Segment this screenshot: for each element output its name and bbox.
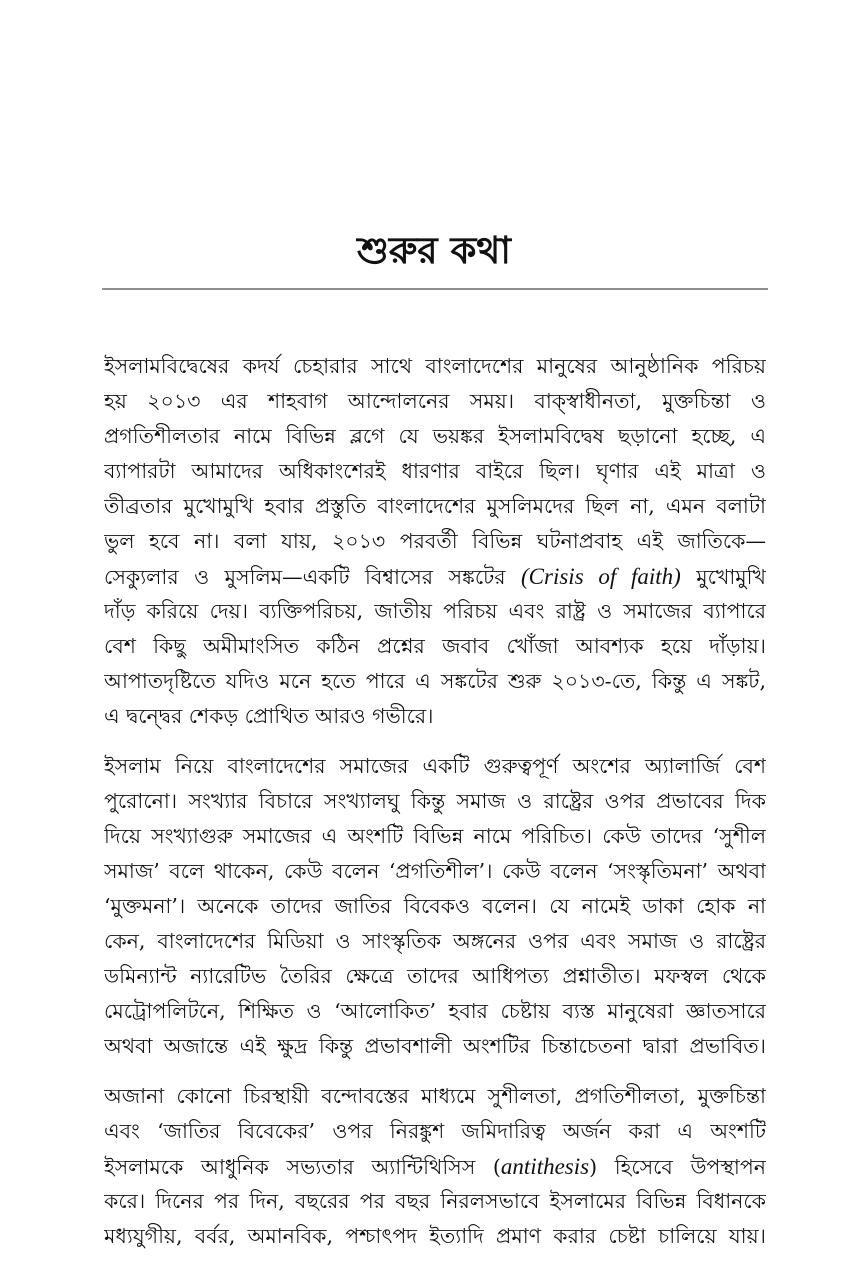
text-line: মধ্যযুগীয়, বর্বর, অমানবিক, পশ্চাৎপদ ইত্যাদি প্রমাণ করার চেষ্টা চালিয়ে যায়। xyxy=(104,1224,766,1248)
text-line: সমাজ’ বলে থাকেন, কেউ বলেন ‘প্রগতিশীল’। কেউ বলেন ‘সংস্কৃতিমনা’ অথবা xyxy=(104,859,766,883)
text-line: কেন, বাংলাদেশের মিডিয়া ও সাংস্কৃতিক অঙ্গনের ওপর এবং সমাজ ও রাষ্ট্রের xyxy=(104,929,766,953)
text-line: দাঁড় করিয়ে দেয়। ব্যক্তিপরিচয়, জাতীয় পরিচয় এবং রাষ্ট্র ও সমাজের ব্যাপারে xyxy=(104,599,766,623)
text-line: ইসলাম নিয়ে বাংলাদেশের সমাজের একটি গুরুত্বপূর্ণ অংশের অ্যালার্জি বেশ xyxy=(104,754,766,778)
text-line xyxy=(104,1149,766,1184)
title-divider xyxy=(102,288,768,290)
text-line: এবং ‘জাতির বিবেকের’ ওপর নিরঙ্কুশ জমিদারিত্ব অর্জন করা এ অংশটি xyxy=(104,1119,766,1143)
text-line: ‘মুক্তমনা’। অনেকে তাদের জাতির বিবেকও বলেন। যে নামেই ডাকা হোক না xyxy=(104,894,766,918)
text-line: পুরোনো। সংখ্যার বিচারে সংখ্যালঘু কিন্তু সমাজ ও রাষ্ট্রের ওপর প্রভাবের দিক xyxy=(104,789,766,813)
text-line: ইসলামবিদ্বেষের কদর্য চেহারার সাথে বাংলাদেশের মানুষের আনুষ্ঠানিক পরিচয় xyxy=(104,354,766,378)
body-text xyxy=(104,349,766,1269)
text-line: এ দ্বন্দ্বের শেকড় প্রোথিত আরও গভীরে। xyxy=(104,704,434,728)
text-segment: ) হিসেবে উপস্থাপন xyxy=(589,1155,766,1179)
paragraph-1 xyxy=(104,349,766,734)
text-line xyxy=(104,559,766,594)
paragraph-2 xyxy=(104,749,766,1064)
text-line: তীব্রতার মুখোমুখি হবার প্রস্তুতি বাংলাদেশের মুসলিমদের ছিল না, এমন বলাটা xyxy=(104,494,766,518)
text-line: বেশ কিছু অমীমাংসিত কঠিন প্রশ্নের জবাব খোঁজা আবশ্যক হয়ে দাঁড়ায়। xyxy=(104,634,766,658)
text-line: হয় ২০১৩ এর শাহবাগ আন্দোলনের সময়। বাক্‌স্বাধীনতা, মুক্তচিন্তা ও xyxy=(104,389,766,413)
text-segment: সেক্যুলার ও মুসলিম—একটি বিশ্বাসের সঙ্কটের xyxy=(104,565,522,589)
text-line: প্রগতিশীলতার নামে বিভিন্ন ব্লগে যে ভয়ঙ্কর ইসলামবিদ্বেষ ছড়ানো হচ্ছে, এ xyxy=(104,424,766,448)
text-line: আপাতদৃষ্টিতে যদিও মনে হতে পারে এ সঙ্কটের শুরু ২০১৩-তে, কিন্তু এ সঙ্কট, xyxy=(104,669,766,693)
text-line: করে। দিনের পর দিন, বছরের পর বছর নিরলসভাবে ইসলামের বিভিন্ন বিধানকে xyxy=(104,1189,766,1213)
italic-term: (Crisis of faith) xyxy=(521,564,681,589)
italic-term: antithesis xyxy=(500,1154,590,1179)
text-segment: মুখোমুখি xyxy=(680,565,766,589)
text-line: ব্যাপারটা আমাদের অধিকাংশেরই ধারণার বাইরে ছিল। ঘৃণার এই মাত্রা ও xyxy=(104,459,766,483)
chapter-title: শুরুর কথা xyxy=(356,229,512,272)
text-line: অজানা কোনো চিরস্থায়ী বন্দোবস্তের মাধ্যমে সুশীলতা, প্রগতিশীলতা, মুক্তচিন্তা xyxy=(104,1084,766,1108)
paragraph-3 xyxy=(104,1079,766,1254)
text-segment: ইসলামকে আধুনিক সভ্যতার অ্যান্টিথিসিস ( xyxy=(104,1155,501,1179)
text-line: মেট্রোপলিটনে, শিক্ষিত ও ‘আলোকিত’ হবার চেষ্টায় ব্যস্ত মানুষেরা জ্ঞাতসারে xyxy=(104,999,766,1023)
text-line: অথবা অজান্তে এই ক্ষুদ্র কিন্তু প্রভাবশালী অংশটির চিন্তাচেতনা দ্বারা প্রভাবিত। xyxy=(104,1034,766,1058)
text-line: দিয়ে সংখ্যাগুরু সমাজের এ অংশটি বিভিন্ন নামে পরিচিত। কেউ তাদের ‘সুশীল xyxy=(104,824,766,848)
text-line: ডমিন্যান্ট ন্যারেটিভ তৈরির ক্ষেত্রে তাদের আধিপত্য প্রশ্নাতীত। মফস্বল থেকে xyxy=(104,964,766,988)
text-line: ভুল হবে না। বলা যায়, ২০১৩ পরবর্তী বিভিন্ন ঘটনাপ্রবাহ এই জাতিকে— xyxy=(104,529,766,553)
